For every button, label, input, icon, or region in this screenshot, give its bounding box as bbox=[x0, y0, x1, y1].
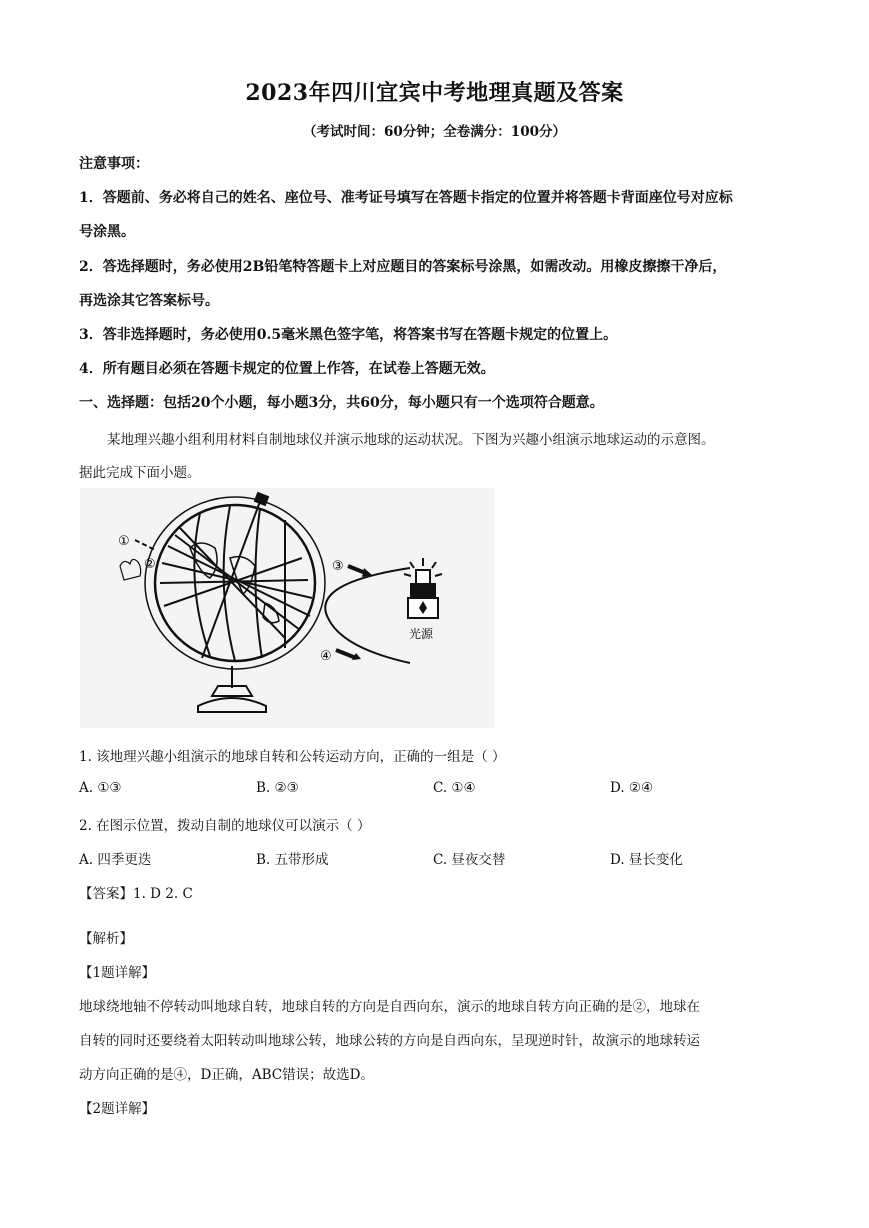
detail-1-line-1: 地球绕地轴不停转动叫地球自转，地球自转的方向是自西向东，演示的地球自转方向正确的是②，地球在 bbox=[79, 999, 700, 1015]
marker-3: ③ bbox=[332, 559, 344, 574]
q2-option-b: B. 五带形成 bbox=[256, 852, 329, 868]
globe-figure bbox=[80, 488, 495, 728]
q1-option-a: A. ①③ bbox=[79, 780, 122, 796]
marker-4: ④ bbox=[320, 649, 332, 664]
question-2: 2. 在图示位置，拨动自制的地球仪可以演示（ ） bbox=[79, 818, 371, 834]
detail-2-heading: 【2题详解】 bbox=[79, 1101, 156, 1117]
q1-option-b: B. ②③ bbox=[256, 780, 299, 796]
question-1: 1. 该地理兴趣小组演示的地球自转和公转运动方向，正确的一组是（ ） bbox=[79, 749, 506, 765]
section-heading: 一、选择题：包括20个小题，每小题3分，共60分，每小题只有一个选项符合题意。 bbox=[79, 395, 604, 411]
q1-option-c: C. ①④ bbox=[433, 780, 476, 796]
detail-1-heading: 【1题详解】 bbox=[79, 965, 156, 981]
analysis-heading: 【解析】 bbox=[79, 931, 133, 947]
page-title: 2023年四川宜宾中考地理真题及答案 bbox=[245, 80, 624, 106]
q1-option-d: D. ②④ bbox=[610, 780, 654, 796]
detail-1-line-3: 动方向正确的是④，D正确，ABC错误；故选D。 bbox=[79, 1067, 374, 1083]
note-1a: 1．答题前、务必将自己的姓名、座位号、准考证号填写在答题卡指定的位置并将答题卡背面座位号对应标 bbox=[79, 190, 733, 206]
marker-2: ② bbox=[144, 557, 156, 572]
note-1b: 号涂黑。 bbox=[79, 224, 135, 240]
marker-1: ① bbox=[118, 534, 130, 549]
intro-text-cont: 据此完成下面小题。 bbox=[79, 465, 201, 481]
detail-1-line-2: 自转的同时还要绕着太阳转动叫地球公转，地球公转的方向是自西向东，呈现逆时针，故演示的地球转运 bbox=[79, 1033, 700, 1049]
note-3: 3．答非选择题时，务必使用0.5毫米黑色签字笔，将答案书写在答题卡规定的位置上。 bbox=[79, 327, 618, 343]
note-4: 4．所有题目必须在答题卡规定的位置上作答，在试卷上答题无效。 bbox=[79, 361, 495, 377]
light-source-label: 光源 bbox=[409, 627, 434, 641]
note-2b: 再选涂其它答案标号。 bbox=[79, 293, 219, 309]
q2-option-d: D. 昼长变化 bbox=[610, 852, 683, 868]
q2-option-a: A. 四季更迭 bbox=[79, 852, 152, 868]
q2-option-c: C. 昼夜交替 bbox=[433, 852, 506, 868]
notes-heading: 注意事项： bbox=[79, 156, 149, 172]
exam-info: （考试时间：60分钟；全卷满分：100分） bbox=[303, 124, 566, 140]
intro-text: 某地理兴趣小组利用材料自制地球仪并演示地球的运动状况。下图为兴趣小组演示地球运动的示意图。 bbox=[107, 432, 715, 448]
answer-line: 【答案】1. D 2. C bbox=[79, 886, 193, 902]
note-2a: 2．答选择题时，务必使用2B铅笔特答题卡上对应题目的答案标号涂黑，如需改动。用橡皮擦擦干净后， bbox=[79, 259, 727, 275]
